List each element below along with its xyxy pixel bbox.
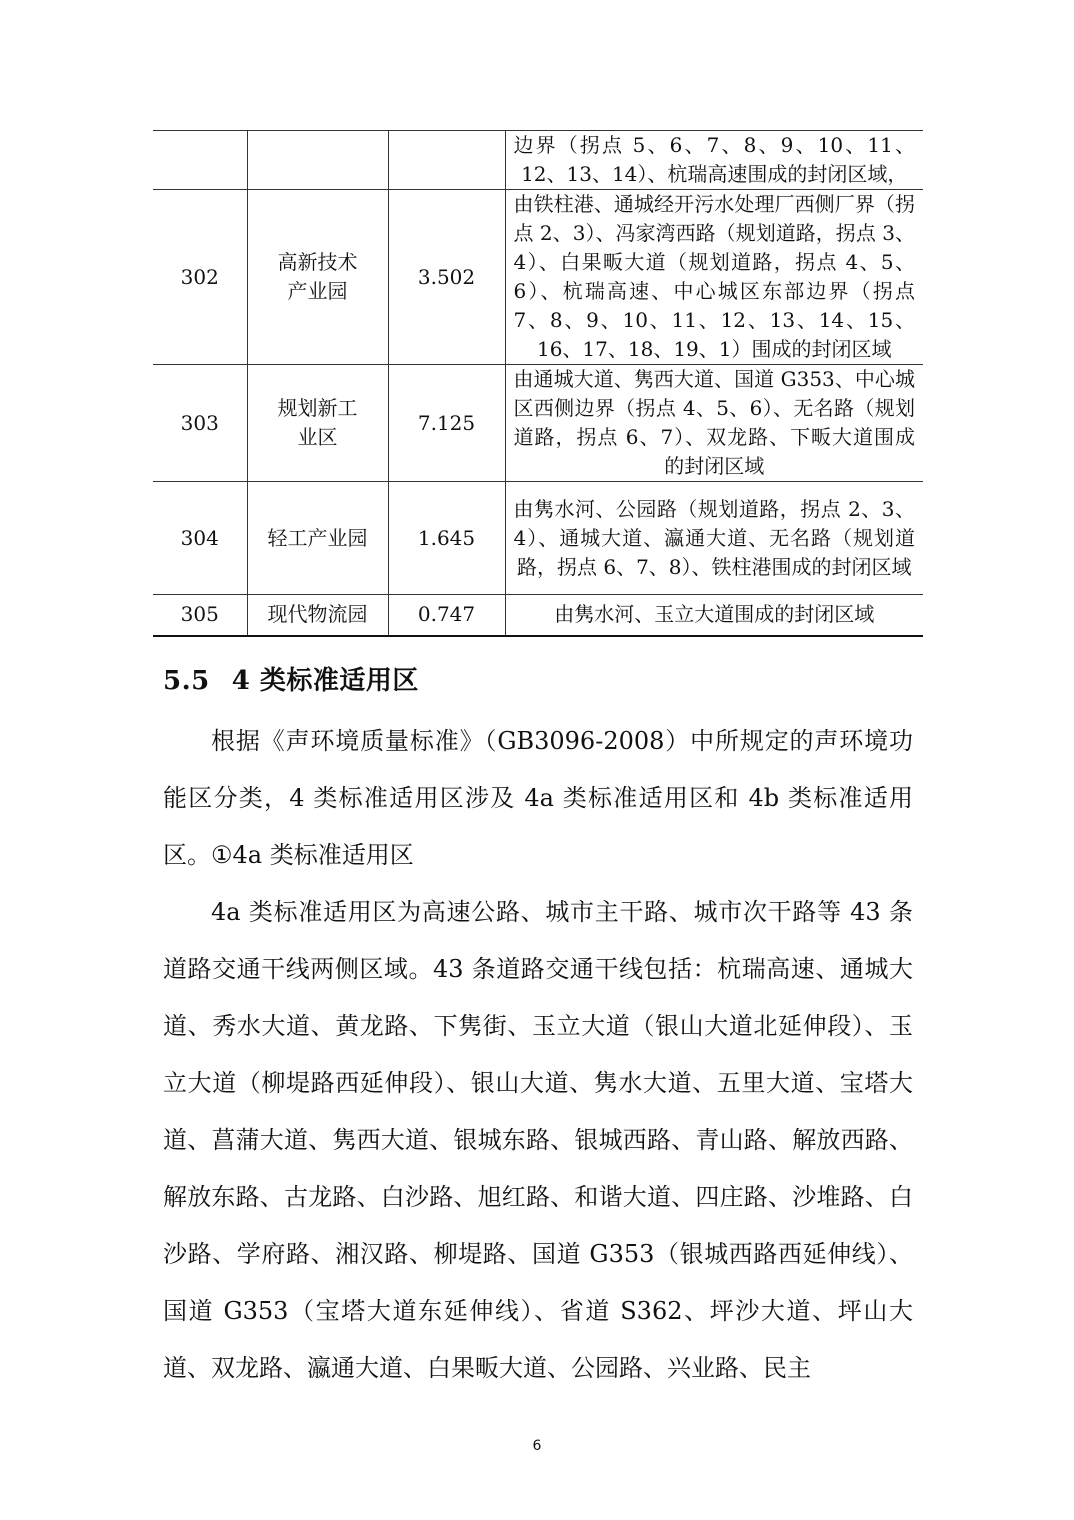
zone-id-cell: 302 [153,190,247,365]
zone-boundary-cell: 由通城大道、隽西大道、国道 G353、中心城区西侧边界（拐点 4、5、6）、无名路（规划道路，拐点 6、7）、双龙路、下畈大道围成的封闭区域 [505,365,923,482]
zone-id-cell [153,131,247,190]
table-row [153,190,923,365]
zone-id-cell: 303 [153,365,247,482]
zone-name-cell: 轻工产业园 [247,482,388,595]
zone-name-cell: 现代物流园 [247,595,388,636]
zone-id-cell: 304 [153,482,247,595]
section-title: 4 类标准适用区 [231,666,419,696]
subsection-label: ①4a 类标准适用区 [211,841,414,869]
section-heading [163,660,419,697]
zone-area-cell: 7.125 [388,365,505,482]
zone-boundary-cell: 由铁柱港、通城经开污水处理厂西侧厂界（拐点 2、3）、冯家湾西路（规划道路，拐点 3、4）、白果畈大道（规划道路，拐点 4、5、6）、杭瑞高速、中心城区东部边界（拐点 7、8、9、10、11、12、13、14、15、16、17、18、19、1）围成的封闭区域 [505,190,923,365]
zone-name-cell: 高新技术产业园 [247,190,388,365]
functional-zone-table [153,130,923,637]
zone-id-cell: 305 [153,595,247,636]
zone-name-cell: 规划新工业区 [247,365,388,482]
table-row [153,595,923,636]
zone-area-cell [388,131,505,190]
zone-area-cell: 0.747 [388,595,505,636]
zone-area-cell: 1.645 [388,482,505,595]
zone-boundary-cell: 由隽水河、公园路（规划道路，拐点 2、3、4）、通城大道、瀛通大道、无名路（规划道路，拐点 6、7、8）、铁柱港围成的封闭区域 [505,482,923,595]
table-row [153,482,923,595]
section-number: 5.5 [163,666,210,696]
body-paragraph: 根据《声环境质量标准》（GB3096-2008）中所规定的声环境功能区分类，4 类标准适用区涉及 4a 类标准适用区和 4b 类标准适用区。 [163,727,913,869]
table-row [153,365,923,482]
page-number: 6 [532,1438,542,1454]
zone-boundary-cell: 边界（拐点 5、6、7、8、9、10、11、12、13、14）、杭瑞高速围成的封闭区域， [505,131,923,190]
zone-area-cell: 3.502 [388,190,505,365]
body-paragraph: 4a 类标准适用区为高速公路、城市主干路、城市次干路等 43 条道路交通干线两侧区域。43 条道路交通干线包括：杭瑞高速、通城大道、秀水大道、黄龙路、下隽街、玉立大道（银山大道北延伸段）、玉立大道（柳堤路西延伸段）、银山大道、隽水大道、五里大道、宝塔大道、菖蒲大道、隽西大道、银城东路、银城西路、青山路、解放西路、解放东路、古龙路、白沙路、旭红路、和谐大道、四庄路、沙堆路、白沙路、学府路、湘汉路、柳堤路、国道 G353（银城西路西延伸线）、国道 G353（宝塔大道东延伸线）、省道 S362、坪沙大道、坪山大道、双龙路、瀛通大道、白果畈大道、公园路、兴业路、民主 [163,898,913,1382]
zone-name-cell [247,131,388,190]
table-row [153,131,923,190]
zone-boundary-cell: 由隽水河、玉立大道围成的封闭区域 [505,595,923,636]
